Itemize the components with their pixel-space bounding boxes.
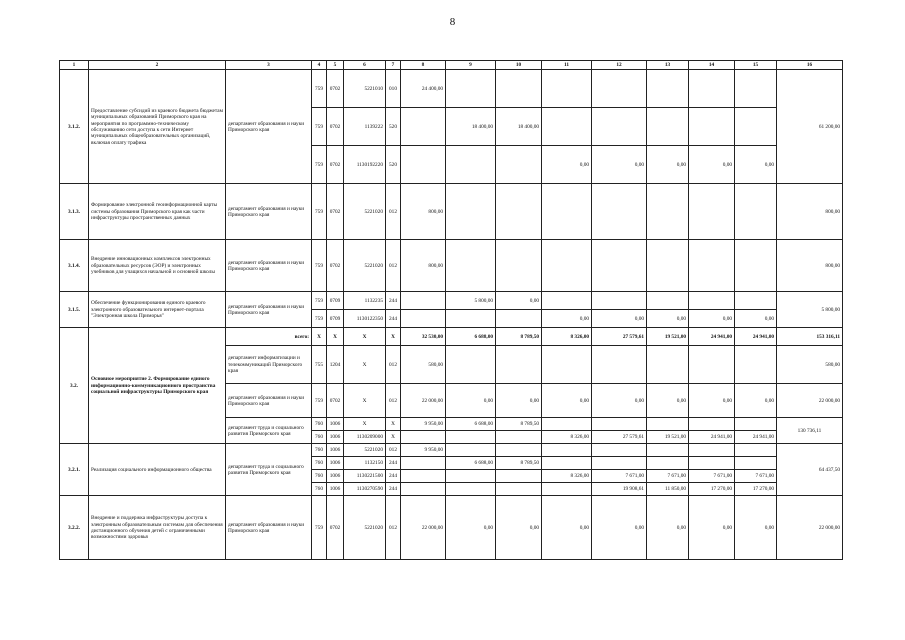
row-title: Предоставление субсидий из краевого бюджета бюджетам муниципальных образований Приморского края на мероприятия по программно-техническому обслуживанию сети доступа к сети Интернет муниципальных общеобразовательных организаций, включая оплату трафика: [89, 70, 226, 184]
value-cell: 22 000,00: [401, 384, 446, 418]
value-cell: 11 850,00: [647, 483, 689, 496]
value-cell: 32 530,00: [401, 328, 446, 346]
csr-cell: 1132150: [344, 457, 386, 470]
csr-cell: 5221020: [344, 496, 386, 560]
table-row: [60, 184, 843, 240]
vr-cell: 244: [386, 483, 401, 496]
grbs-cell: 760: [312, 431, 327, 444]
csr-cell: 1139222: [344, 108, 386, 146]
row-number: 3.1.4.: [60, 240, 89, 292]
total-cell: 22 000,00: [777, 384, 843, 418]
rz-cell: 1006: [327, 457, 344, 470]
grbs-cell: 760: [312, 457, 327, 470]
x-cell: X: [386, 328, 401, 346]
rz-cell: 0702: [327, 384, 344, 418]
value-cell: 8 789,50: [496, 418, 542, 431]
vr-cell: 012: [386, 184, 401, 240]
value-cell: 0,00: [542, 146, 592, 184]
value-cell: 0,00: [496, 384, 542, 418]
rz-cell: 0709: [327, 310, 344, 328]
value-cell: 17 270,00: [735, 483, 777, 496]
vr-cell: 010: [386, 70, 401, 108]
value-cell: 8 326,00: [542, 470, 592, 483]
vr-cell: 012: [386, 346, 401, 384]
x-cell: X: [344, 346, 386, 384]
total-cell: 580,00: [777, 346, 843, 384]
value-cell: 9 950,00: [401, 418, 446, 431]
vr-cell: 012: [386, 444, 401, 457]
row-title: Реализация социального информационного общества: [89, 444, 226, 496]
value-cell: 0,00: [735, 310, 777, 328]
value-cell: 0,00: [647, 496, 689, 560]
grbs-cell: 760: [312, 483, 327, 496]
csr-cell: 1130192220: [344, 146, 386, 184]
value-cell: 0,00: [735, 496, 777, 560]
col-header: 7: [386, 61, 401, 70]
csr-cell: 1132235: [344, 292, 386, 310]
vr-cell: 520: [386, 108, 401, 146]
rz-cell: 0702: [327, 108, 344, 146]
csr-cell: 1130209000: [344, 431, 386, 444]
value-cell: 6 688,00: [446, 457, 496, 470]
value-cell: 0,00: [689, 496, 735, 560]
col-header: 10: [496, 61, 542, 70]
rz-cell: 0702: [327, 240, 344, 292]
value-cell: 0,00: [592, 310, 647, 328]
vr-cell: 244: [386, 310, 401, 328]
value-cell: 0,00: [542, 496, 592, 560]
col-header: 11: [542, 61, 592, 70]
value-cell: 24 941,00: [735, 328, 777, 346]
csr-cell: 1130270590: [344, 483, 386, 496]
grbs-cell: 760: [312, 418, 327, 431]
row-number: 3.1.2.: [60, 70, 89, 184]
value-cell: 6 688,00: [446, 328, 496, 346]
grbs-cell: 759: [312, 108, 327, 146]
value-cell: 580,00: [401, 346, 446, 384]
value-cell: 7 671,00: [735, 470, 777, 483]
x-cell: X: [327, 328, 344, 346]
grbs-cell: 760: [312, 470, 327, 483]
row-title: Основное мероприятие 2. Формирование единого информационно-коммуникационного пространства социальной инфраструктуры Приморского края: [89, 328, 226, 444]
table-row: [60, 240, 843, 292]
x-cell: X: [344, 384, 386, 418]
rz-cell: 1204: [327, 346, 344, 384]
col-header: 6: [344, 61, 386, 70]
col-header: 5: [327, 61, 344, 70]
department: департамент образования и науки Приморского края: [226, 496, 312, 560]
col-header: 8: [401, 61, 446, 70]
total-cell: 61 200,00: [777, 70, 843, 184]
col-header: 16: [777, 61, 843, 70]
value-cell: 19 521,00: [647, 328, 689, 346]
grbs-cell: 759: [312, 384, 327, 418]
department: департамент образования и науки Приморского края: [226, 184, 312, 240]
value-cell: 8 789,50: [496, 328, 542, 346]
value-cell: 22 000,00: [401, 496, 446, 560]
value-cell: 0,00: [542, 310, 592, 328]
value-cell: 0,00: [647, 384, 689, 418]
vr-cell: 012: [386, 496, 401, 560]
csr-cell: 5221020: [344, 240, 386, 292]
value-cell: 19 908,61: [592, 483, 647, 496]
value-cell: 24 941,00: [689, 328, 735, 346]
total-label: всего:: [226, 328, 312, 346]
col-header: 9: [446, 61, 496, 70]
value-cell: 800,00: [401, 240, 446, 292]
rz-cell: 0702: [327, 146, 344, 184]
total-cell: 64 437,50: [777, 444, 843, 496]
value-cell: 27 579,61: [592, 431, 647, 444]
vr-cell: 012: [386, 384, 401, 418]
value-cell: 18 400,00: [496, 108, 542, 146]
vr-cell: 244: [386, 457, 401, 470]
value-cell: 24 400,00: [401, 70, 446, 108]
total-cell: 153 316,11: [777, 328, 843, 346]
value-cell: 24 941,00: [689, 431, 735, 444]
row-number: 3.1.3.: [60, 184, 89, 240]
x-cell: X: [386, 431, 401, 444]
total-cell: 22 000,00: [777, 496, 843, 560]
value-cell: 800,00: [401, 184, 446, 240]
value-cell: 0,00: [689, 384, 735, 418]
value-cell: 0,00: [446, 384, 496, 418]
x-cell: X: [312, 328, 327, 346]
value-cell: 18 400,00: [446, 108, 496, 146]
row-title: Внедрение и поддержка инфраструктуры доступа к электронным образовательным системам для обеспечения дистанционного обучения детей с ограниченными возможностями здоровья: [89, 496, 226, 560]
value-cell: 0,00: [496, 496, 542, 560]
row-number: 3.2.1.: [60, 444, 89, 496]
value-cell: 0,00: [647, 310, 689, 328]
grbs-cell: 759: [312, 184, 327, 240]
table-row: [60, 292, 843, 310]
row-title: Формирование электронной геоинформационной карты системы образования Приморского края как части инфраструктуры пространственных данных: [89, 184, 226, 240]
value-cell: 7 671,00: [647, 470, 689, 483]
table-row: [60, 328, 843, 346]
table-row: [60, 444, 843, 457]
value-cell: 0,00: [592, 384, 647, 418]
grbs-cell: 759: [312, 496, 327, 560]
grbs-cell: 755: [312, 346, 327, 384]
grbs-cell: 759: [312, 292, 327, 310]
col-header: 1: [60, 61, 89, 70]
row-title: Внедрение инновационных комплексов электронных образовательных ресурсов (ЭОР) и электронных учебников для учащихся начальной и основной школы: [89, 240, 226, 292]
value-cell: 27 579,61: [592, 328, 647, 346]
value-cell: 7 671,00: [689, 470, 735, 483]
column-number-row: [60, 61, 843, 70]
rz-cell: 0702: [327, 496, 344, 560]
grbs-cell: 759: [312, 240, 327, 292]
row-number: 3.2.2.: [60, 496, 89, 560]
rz-cell: 0702: [327, 70, 344, 108]
csr-cell: 1130221500: [344, 470, 386, 483]
value-cell: 0,00: [689, 310, 735, 328]
total-cell: 800,00: [777, 184, 843, 240]
x-cell: X: [344, 328, 386, 346]
rz-cell: 1006: [327, 431, 344, 444]
table-row: [60, 496, 843, 560]
csr-cell: 5221020: [344, 184, 386, 240]
rz-cell: 1006: [327, 418, 344, 431]
rz-cell: 0709: [327, 292, 344, 310]
csr-cell: 5221010: [344, 70, 386, 108]
csr-cell: 1130122350: [344, 310, 386, 328]
csr-cell: 5221020: [344, 444, 386, 457]
rz-cell: 0702: [327, 184, 344, 240]
rz-cell: 1006: [327, 444, 344, 457]
grbs-cell: 759: [312, 70, 327, 108]
total-cell: 800,00: [777, 240, 843, 292]
col-header: 15: [735, 61, 777, 70]
col-header: 12: [592, 61, 647, 70]
x-cell: X: [386, 418, 401, 431]
col-header: 13: [647, 61, 689, 70]
department: департамент образования и науки Приморского края: [226, 70, 312, 184]
row-number: 3.2.: [60, 328, 89, 444]
value-cell: 8 326,00: [542, 328, 592, 346]
grbs-cell: 760: [312, 444, 327, 457]
value-cell: 0,00: [592, 146, 647, 184]
department: департамент образования и науки Приморского края: [226, 384, 312, 418]
value-cell: 8 789,50: [496, 457, 542, 470]
rz-cell: 1006: [327, 483, 344, 496]
value-cell: 5 800,00: [446, 292, 496, 310]
value-cell: 24 941,00: [735, 431, 777, 444]
value-cell: 8 326,00: [542, 431, 592, 444]
col-header: 3: [226, 61, 312, 70]
rz-cell: 1006: [327, 470, 344, 483]
row-number: 3.1.5.: [60, 292, 89, 328]
col-header: 2: [89, 61, 226, 70]
x-cell: X: [344, 418, 386, 431]
department: департамент образования и науки Приморского края: [226, 292, 312, 328]
vr-cell: 012: [386, 240, 401, 292]
total-cell: 5 800,00: [777, 292, 843, 328]
value-cell: 0,00: [647, 146, 689, 184]
value-cell: 0,00: [542, 384, 592, 418]
row-title: Обеспечение функционирования единого краевого электронного образовательного интернет-портала "Электронная школа Приморья": [89, 292, 226, 328]
value-cell: 0,00: [735, 384, 777, 418]
department: департамент информатизации и телекоммуникаций Приморского края: [226, 346, 312, 384]
vr-cell: 244: [386, 470, 401, 483]
total-cell: 130 736,11: [777, 418, 843, 444]
department: департамент образования и науки Приморского края: [226, 240, 312, 292]
value-cell: 0,00: [446, 496, 496, 560]
value-cell: 0,00: [689, 146, 735, 184]
value-cell: 6 688,00: [446, 418, 496, 431]
budget-table: [59, 60, 843, 560]
table-row: [60, 70, 843, 108]
department: департамент труда и социального развития Приморского края: [226, 418, 312, 444]
vr-cell: 244: [386, 292, 401, 310]
grbs-cell: 759: [312, 146, 327, 184]
grbs-cell: 759: [312, 310, 327, 328]
value-cell: 17 270,00: [689, 483, 735, 496]
value-cell: 7 671,00: [592, 470, 647, 483]
value-cell: 0,00: [592, 496, 647, 560]
col-header: 14: [689, 61, 735, 70]
vr-cell: 520: [386, 146, 401, 184]
page-number: 8: [449, 16, 456, 28]
value-cell: 9 950,00: [401, 444, 446, 457]
col-header: 4: [312, 61, 327, 70]
value-cell: 0,00: [496, 292, 542, 310]
value-cell: 0,00: [735, 146, 777, 184]
value-cell: 19 521,00: [647, 431, 689, 444]
department: департамент труда и социального развития Приморского края: [226, 444, 312, 496]
